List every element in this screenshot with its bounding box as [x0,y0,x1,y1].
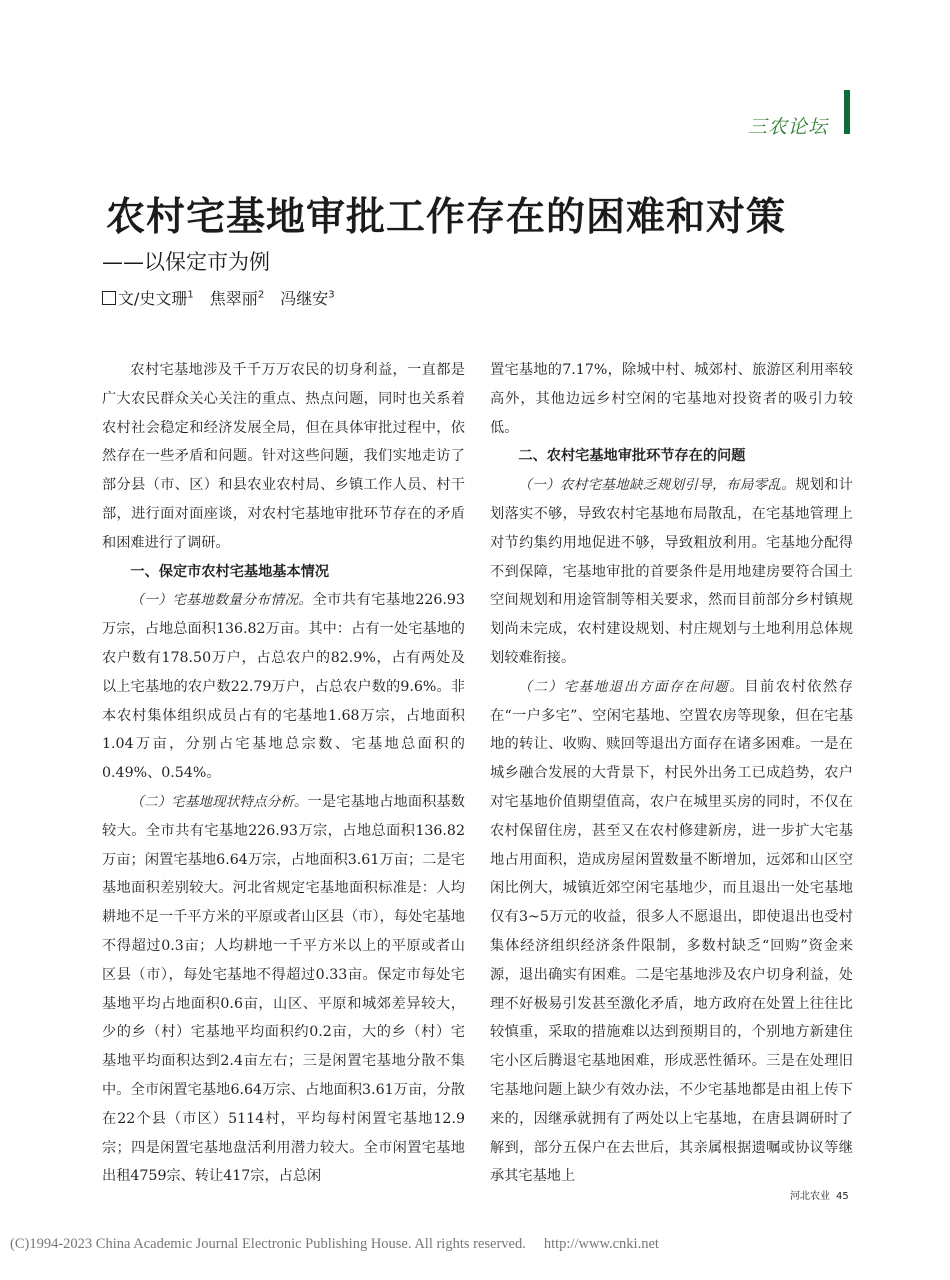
subsection-heading: （二）宅基地现状特点分析。 [130,793,308,810]
paragraph: （一）宅基地数量分布情况。全市共有宅基地226.93万宗，占地总面积136.82万亩。其中：占有一处宅基地的农户数有178.50万户，占总农户的82.9%，占有两处及以上宅基地的农户数22.79万户，占总农户数的9.6%。非本农村集体组织成员占有的宅基地1.68万宗，占地面积1.04万亩，分别占宅基地总宗数、宅基地总面积的0.49%、0.54%。 [102,592,465,782]
subsection-heading: （二）宅基地退出方面存在问题。 [518,678,745,695]
paragraph: （二）宅基地退出方面存在问题。目前农村依然存在“一户多宅”、空闲宅基地、空置农房等现象，但在宅基地的转让、收购、赎回等退出方面存在诸多困难。一是在城乡融合发展的大背景下，村民外出务工已成趋势，农户对宅基地价值期望值高，农户在城里买房的同时，不仅在农村保留住房，甚至又在农村修建新房，进一步扩大宅基地占用面积，造成房屋闲置数量不断增加，远郊和山区空闲比例大，城镇近郊空闲宅基地少，而且退出一处宅基地仅有3~5万元的收益，很多人不愿退出，即使退出也受村集体经济组织经济条件限制，多数村缺乏“回购”资金来源，退出确实有困难。二是宅基地涉及农户切身利益，处理不好极易引发甚至激化矛盾，地方政府在处置上往往比较慎重，采取的措施难以达到预期目的，个别地方新建住宅小区后腾退宅基地困难，形成恶性循环。三是在处理旧宅基地问题上缺少有效办法，不少宅基地都是由祖上传下来的，因继承就拥有了两处以上宅基地，在唐县调研时了解到，部分五保户在去世后，其亲属根据遗嘱或协议等继承其宅基地上 [490,678,853,1185]
article-title: 农村宅基地审批工作存在的困难和对策 [106,195,787,240]
paragraph: （二）宅基地现状特点分析。一是宅基地占地面积基数较大。全市共有宅基地226.93万宗，占地总面积136.82万亩；闲置宅基地6.64万宗，占地面积3.61万亩；二是宅基地面积差别较大。河北省规定宅基地面积标准是：人均耕地不足一千平方米的平原或者山区县（市），每处宅基地不得超过0.3亩；人均耕地一千平方米以上的平原或者山区县（市），每处宅基地不得超过0.33亩。保定市每处宅基地平均占地面积0.6亩，山区、平原和城郊差异较大，少的乡（村）宅基地平均面积约0.2亩，大的乡（村）宅基地平均面积达到2.4亩左右；三是闲置宅基地分散不集中。全市闲置宅基地6.64万宗、占地面积3.61万亩，分散在22个县（市区）5114村，平均每村闲置宅基地12.9宗；四是闲置宅基地盘活利用潜力较大。全市闲置宅基地出租4759宗、转让417宗，占总闲 [102,793,465,1185]
continued-paragraph: 置宅基地的7.17%，除城中村、城郊村、旅游区利用率较高外，其他边远乡村空闲的宅基地对投资者的吸引力较低。 [490,362,853,436]
section-label: 三农论坛 [747,116,828,138]
subsection-heading: （一）宅基地数量分布情况。 [130,592,313,609]
byline [102,286,351,309]
author: 焦翠丽$^2$ [209,289,265,308]
page-footer [790,1187,849,1202]
paragraph: （一）农村宅基地缺乏规划引导，布局零乱。规划和计划落实不够，导致农村宅基地布局散乱，在宅基地管理上对节约集约用地促进不够，导致粗放利用。宅基地分配得不到保障，宅基地审批的首要条件是用地建房要符合国土空间规划和用途管制等相关要求，然而目前部分乡村镇规划尚未完成，农村建设规划、村庄规划与土地利用总体规划较难衔接。 [490,477,853,666]
intro-paragraph: 农村宅基地涉及千千万万农民的切身利益，一直都是广大农民群众关心关注的重点、热点问题，同时也关系着农村社会稳定和经济发展全局，但在具体审批过程中，依然存在一些矛盾和问题。针对这些问题，我们实地走访了部分县（市、区）和县农业农村局、乡镇工作人员、村干部，进行面对面座谈，对农村宅基地审批环节存在的矛盾和困难进行了调研。 [102,362,465,551]
author: 史文珊$^1$ [139,289,194,308]
journal-name: 河北农业 [790,1191,830,1202]
subsection-heading: （一）农村宅基地缺乏规划引导，布局零乱。 [518,477,796,494]
copyright-line [10,1236,659,1253]
right-column [490,356,853,1191]
left-column [102,356,465,1191]
cnki-link[interactable]: http://www.cnki.net [543,1236,659,1252]
section-heading-1: 一、保定市农村宅基地基本情况 [130,563,330,580]
byline-prefix: 文/ [118,289,140,308]
article-subtitle: ——以保定市为例 [102,250,270,274]
byline-box-icon [102,291,116,305]
page-number: 45 [836,1191,849,1202]
author: 冯继安$^3$ [280,289,335,308]
section-heading-2: 二、农村宅基地审批环节存在的问题 [518,448,746,465]
copyright-text: (C)1994-2023 China Academic Journal Electronic Publishing House. All rights reserved. [10,1236,526,1252]
section-accent-bar [844,90,850,134]
